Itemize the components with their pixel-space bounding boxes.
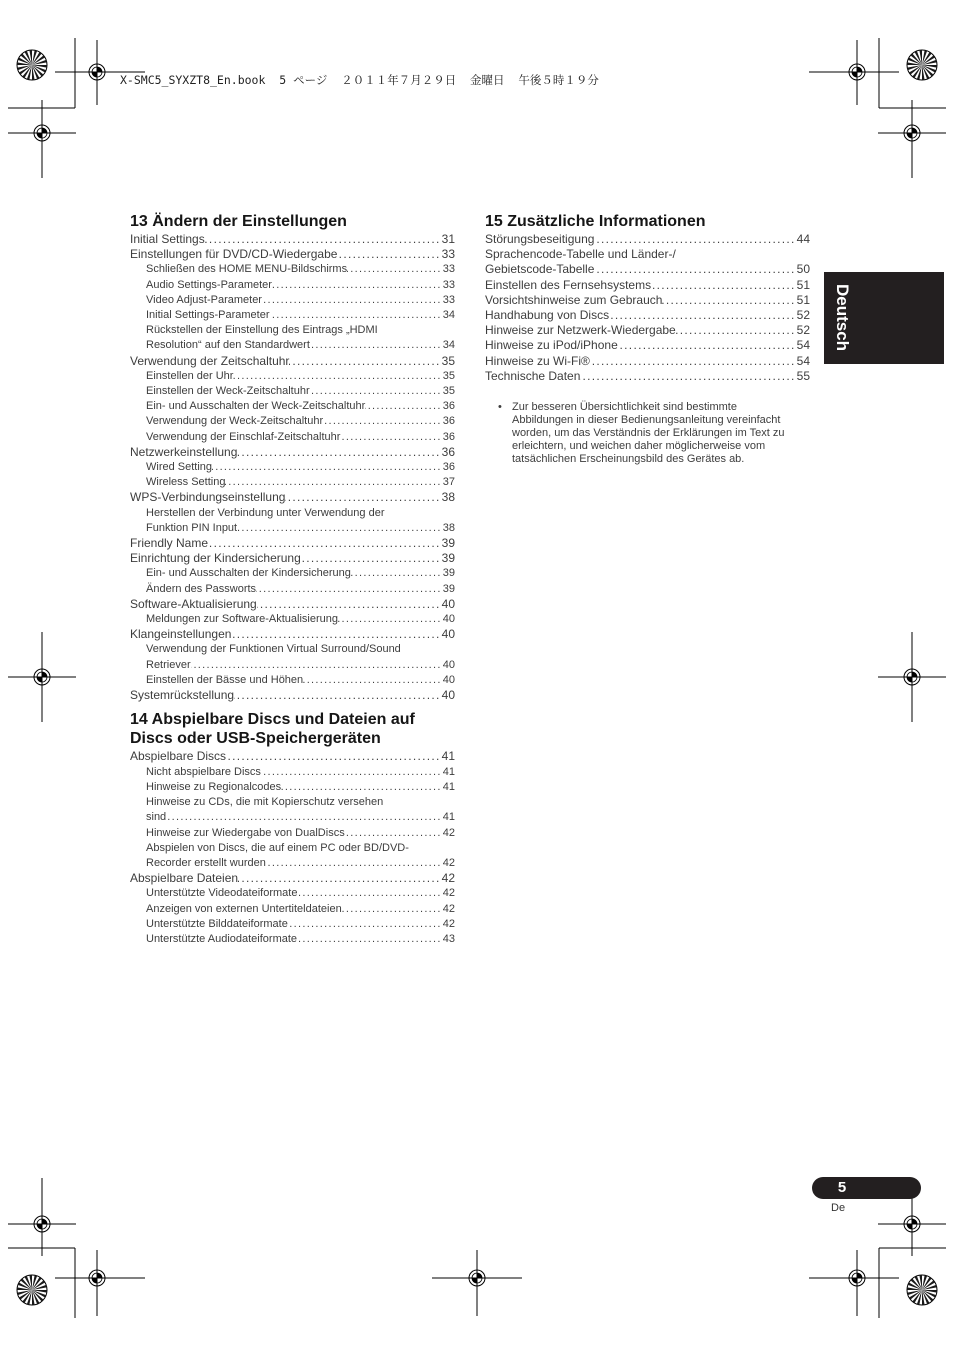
dot-leader: [262, 293, 443, 308]
toc-entry-title: Systemrückstellung: [130, 688, 235, 703]
toc-entry-page: 38: [442, 521, 455, 534]
dot-leader: [266, 856, 443, 871]
toc-entry-line: [146, 475, 455, 490]
toc-entry-title: Nicht abspielbare Discs: [146, 765, 261, 778]
toc-entry-line: [146, 780, 455, 795]
toc-entry-page: 39: [442, 567, 455, 580]
registration-sunburst-icon: [17, 50, 47, 80]
dot-leader: [237, 445, 441, 460]
toc-entry-page: 39: [441, 551, 455, 566]
dot-leader: [342, 902, 443, 917]
toc-entry-title: Netzwerkeinstellung: [130, 444, 238, 459]
dot-leader: [310, 384, 443, 399]
dot-leader: [166, 810, 443, 825]
toc-subentry: [130, 932, 455, 947]
dot-leader: [261, 765, 443, 780]
toc-column-right: [485, 212, 810, 466]
toc-entry-line: [146, 826, 455, 841]
toc-entry-page: 40: [442, 613, 455, 626]
toc-subentry: [130, 673, 455, 688]
toc-entry-page: 38: [441, 490, 455, 505]
registration-sunburst-icon: [907, 50, 937, 80]
toc-entry-title: Verwendung der Zeitschaltuhr: [130, 353, 290, 368]
toc-entry-title: WPS-Verbindungseinstellung: [130, 490, 286, 505]
dot-leader: [233, 369, 442, 384]
toc-entry-page: 41: [442, 765, 455, 778]
registration-sunburst-icon: [17, 1275, 47, 1305]
toc-entry-page: 40: [441, 688, 455, 703]
section-heading: [485, 212, 810, 232]
toc-entry-title-line: Herstellen der Verbindung unter Verwendung der: [146, 506, 385, 519]
toc-subentry: [130, 765, 455, 780]
toc-entry: [485, 278, 810, 293]
dot-leader: [270, 308, 443, 323]
toc-entry-line: [130, 749, 455, 764]
toc-entry-title: Video Adjust-Parameter: [146, 293, 262, 306]
section-heading-line: Discs oder USB-Speichergeräten: [130, 730, 381, 748]
toc-entry-page: 54: [796, 353, 810, 368]
toc-subentry: [130, 293, 455, 308]
toc-entry-line: [146, 932, 455, 947]
toc-entry-title-line: Hinweise zu CDs, die mit Kopierschutz versehen: [146, 796, 384, 809]
toc-entry-title: Vorsichtshinweise zum Gebrauch: [485, 292, 663, 307]
dot-leader: [345, 826, 443, 841]
toc-entry-line: [130, 688, 455, 703]
note-line: worden, um das Verständnis der Erklärungen im Text zu: [512, 426, 785, 439]
toc-entry-title: Friendly Name: [130, 536, 209, 551]
dot-leader: [285, 490, 441, 505]
toc-entry-page: 35: [441, 353, 455, 368]
toc-entry-title: Wired Setting: [146, 461, 213, 474]
toc-entry-page: 36: [441, 444, 455, 459]
toc-entry-line: [130, 871, 455, 886]
toc-subentry: [130, 430, 455, 445]
toc-entry: [130, 536, 455, 551]
toc-entry-title: Resolution“ auf den Standardwert: [146, 339, 310, 352]
toc-entry-page: 40: [441, 596, 455, 611]
toc-entry-title: Audio Settings-Parameter: [146, 278, 272, 291]
toc-entry-title: Abspielbare Dateien: [130, 871, 239, 886]
toc-entry-line: [130, 247, 455, 262]
toc-entry-page: 33: [442, 263, 455, 276]
toc-entry-line: [146, 566, 455, 581]
toc-entry-line: [146, 308, 455, 323]
toc-subentry: [130, 460, 455, 475]
toc-entry: [485, 308, 810, 323]
registration-sunburst-icon: [907, 1275, 937, 1305]
toc-entry-line: [146, 612, 455, 627]
toc-column-left: [130, 212, 455, 947]
registration-target-icon: [849, 1270, 865, 1286]
note-line: Zur besseren Übersichtlichkeit sind bestimmte: [512, 400, 737, 413]
toc-entry: [485, 338, 810, 353]
toc-entry-page: 33: [441, 247, 455, 262]
toc-entry: [485, 354, 810, 369]
toc-entry: [130, 871, 455, 886]
print-job-info: X-SMC5_SYXZT8_En.book 5 ページ ２０１１年７月２９日 金曜日 午後５時１９分: [120, 73, 599, 87]
toc-subentry: [130, 414, 455, 429]
dot-leader: [297, 886, 442, 901]
toc-entry-line: [146, 414, 455, 429]
dot-leader: [662, 293, 796, 308]
toc-entry-line: [146, 430, 455, 445]
toc-entry-page: 42: [442, 887, 455, 900]
dot-leader: [618, 338, 797, 353]
dot-leader: [337, 247, 441, 262]
toc-entry-line: [485, 323, 810, 338]
toc-entry-page: 35: [442, 385, 455, 398]
dot-leader: [351, 566, 443, 581]
registration-target-icon: [34, 125, 50, 141]
toc-subentry: [130, 399, 455, 414]
toc-entry-title: Einstellen der Uhr: [146, 369, 234, 382]
toc-entry-title: Schließen des HOME MENU-Bildschirms: [146, 263, 348, 276]
dot-leader: [297, 932, 443, 947]
toc-entry-line: [146, 658, 455, 673]
toc-entry-title: Funktion PIN Input: [146, 521, 238, 534]
note-bullet-item: [485, 401, 810, 466]
toc-entry-page: 41: [442, 780, 455, 793]
dot-leader: [208, 536, 442, 551]
dot-leader: [676, 323, 797, 338]
toc-entry: [130, 627, 455, 642]
dot-leader: [323, 414, 443, 429]
toc-entry-page: 41: [442, 811, 455, 824]
toc-entry-page: 35: [442, 369, 455, 382]
toc-subentry: [130, 323, 455, 353]
toc-entry-line: [130, 551, 455, 566]
registration-target-icon: [34, 1216, 50, 1232]
toc-entry-page: 33: [442, 293, 455, 306]
toc-subentry: [130, 841, 455, 871]
toc-entry-line: [146, 338, 455, 353]
toc-entry-title: sind: [146, 811, 167, 824]
toc-entry-title-line: Rückstellen der Einstellung des Eintrags „HDMI: [146, 324, 378, 337]
toc-entry-line: [146, 582, 455, 597]
toc-entry-page: 51: [796, 277, 810, 292]
toc-entry-title: Ein- und Ausschalten der Kindersicherung: [146, 567, 351, 580]
toc-entry-page: 41: [441, 749, 455, 764]
toc-entry-title: Einstellen der Bässe und Höhen: [146, 673, 304, 686]
toc-entry-page: 31: [441, 232, 455, 246]
toc-entry-title: Hinweise zur Wiedergabe von DualDiscs: [146, 826, 345, 839]
toc-section: [485, 212, 810, 384]
dot-leader: [289, 354, 441, 369]
toc-entry-page: 40: [442, 658, 455, 671]
note-line: tatsächlichen Erscheinungsbild des Gerätes ab.: [512, 452, 745, 465]
dot-leader: [580, 369, 796, 384]
dot-leader: [281, 780, 443, 795]
toc-column-right-sections: [485, 212, 810, 384]
toc-entry-title: Störungsbeseitigung: [485, 232, 595, 246]
toc-section: [130, 710, 455, 947]
registration-target-icon: [34, 669, 50, 685]
toc-entry-page: 34: [442, 339, 455, 352]
toc-entry-page: 34: [442, 309, 455, 322]
toc-entry-page: 52: [796, 323, 810, 338]
note-line: Abbildungen in dieser Bedienungsanleitung vereinfacht: [512, 413, 781, 426]
toc-entry: [130, 597, 455, 612]
toc-entry-line: [146, 460, 455, 475]
registration-target-icon: [904, 1216, 920, 1232]
toc-entry: [130, 445, 455, 460]
dot-leader: [651, 278, 797, 293]
toc-subentry: [130, 612, 455, 627]
toc-entry: [130, 354, 455, 369]
dot-leader: [340, 430, 442, 445]
toc-entry-title: Unterstützte Bilddateiformate: [146, 917, 288, 930]
toc-entry-title-line: Abspielen von Discs, die auf einem PC oder BD/DVD-: [146, 841, 409, 854]
dot-leader: [609, 308, 797, 323]
section-heading: [130, 212, 455, 232]
toc-subentry: [130, 902, 455, 917]
toc-entry-title: Verwendung der Einschlaf-Zeitschaltuhr: [146, 430, 341, 443]
toc-section: [130, 212, 455, 703]
toc-entry-line: [130, 490, 455, 505]
toc-entry: [130, 490, 455, 505]
dot-leader: [205, 232, 442, 247]
toc-entry-page: 42: [442, 856, 455, 869]
dot-leader: [310, 338, 443, 353]
toc-entry-line: [485, 293, 810, 308]
toc-subentry: [130, 642, 455, 672]
toc-entry-page: 40: [442, 673, 455, 686]
dot-leader: [365, 399, 442, 414]
toc-subentry: [130, 278, 455, 293]
dot-leader: [272, 278, 443, 293]
toc-entry-page: 43: [442, 932, 455, 945]
toc-entry-line: [485, 232, 810, 247]
language-tab-label: Deutsch: [833, 284, 852, 352]
toc-subentry: [130, 369, 455, 384]
toc-entry-line: [130, 354, 455, 369]
toc-entry-line: [146, 886, 455, 901]
toc-entry-title: Ein- und Ausschalten der Weck-Zeitschaltuhr: [146, 400, 366, 413]
toc-entry-page: 44: [796, 232, 810, 246]
toc-entry-line: [146, 521, 455, 536]
toc-entry-line: [485, 308, 810, 323]
toc-entry-page: 36: [442, 415, 455, 428]
toc-subentry: [130, 582, 455, 597]
toc-entry-line: [485, 354, 810, 369]
toc-entry-title: Einstellungen für DVD/CD-Wiedergabe: [130, 247, 338, 262]
toc-entry: [130, 247, 455, 262]
dot-leader: [234, 688, 442, 703]
toc-entry-line: [146, 399, 455, 414]
toc-entry: [485, 247, 810, 277]
registration-target-icon: [904, 669, 920, 685]
dot-leader: [212, 460, 443, 475]
dot-leader: [594, 262, 796, 277]
dot-leader: [257, 597, 442, 612]
toc-entry-page: 42: [441, 871, 455, 886]
toc-subentry: [130, 262, 455, 277]
toc-entry-page: 36: [442, 430, 455, 443]
registration-target-icon: [469, 1270, 485, 1286]
toc-entry-title: Software-Aktualisierung: [130, 596, 257, 611]
toc-entry-line: [485, 338, 810, 353]
toc-entry-line: [146, 384, 455, 399]
toc-entry-title: Hinweise zu Wi-Fi®: [485, 353, 590, 368]
toc-subentry: [130, 566, 455, 581]
dot-leader: [191, 658, 443, 673]
note-line: erleichtern, und weichen daher möglicherweise vom: [512, 439, 766, 452]
toc-entry-title: Abspielbare Discs: [130, 749, 227, 764]
toc-entry-title: Retriever: [146, 658, 191, 671]
toc-entry-page: 37: [442, 476, 455, 489]
toc-entry-page: 36: [442, 400, 455, 413]
dot-leader: [347, 262, 443, 277]
toc-entry-line: [146, 278, 455, 293]
toc-entry-line: [146, 902, 455, 917]
toc-entry-page: 54: [796, 338, 810, 353]
toc-entry-title: Unterstützte Videodateiformate: [146, 887, 298, 900]
dot-leader: [225, 475, 442, 490]
toc-entry-title: Recorder erstellt wurden: [146, 856, 266, 869]
toc-entry-page: 33: [442, 278, 455, 291]
toc-entry-title: Hinweise zu Regionalcodes: [146, 780, 282, 793]
toc-entry-line: [146, 765, 455, 780]
bullet-icon: •: [498, 400, 502, 413]
toc-entry-title: Initial Settings: [130, 232, 205, 246]
toc-entry-page: 55: [796, 368, 810, 383]
toc-entry-line: [130, 232, 455, 247]
toc-entry-line: [146, 810, 455, 825]
dot-leader: [256, 582, 443, 597]
toc-entry-title: Einstellen der Weck-Zeitschaltuhr: [146, 385, 310, 398]
toc-entry-line: [130, 445, 455, 460]
dot-leader: [238, 871, 442, 886]
toc-entry-title: Unterstützte Audiodateiformate: [146, 932, 298, 945]
page-number-badge: [812, 1177, 921, 1199]
toc-entry: [130, 688, 455, 703]
toc-entry: [485, 293, 810, 308]
section-heading: [130, 710, 455, 748]
registration-target-icon: [89, 64, 105, 80]
toc-entry-title: Initial Settings-Parameter: [146, 309, 270, 322]
page-number: 5: [837, 1179, 847, 1196]
dot-leader: [338, 612, 443, 627]
toc-subentry: [130, 886, 455, 901]
toc-entry-line: [146, 673, 455, 688]
toc-entry-line: [485, 278, 810, 293]
toc-subentry: [130, 826, 455, 841]
toc-entry-title: Ändern des Passworts: [146, 582, 257, 595]
registration-target-icon: [849, 64, 865, 80]
toc-entry-page: 42: [442, 902, 455, 915]
toc-entry-line: [130, 536, 455, 551]
toc-entry-page: 50: [796, 262, 810, 277]
toc-entry-line: [146, 856, 455, 871]
toc-entry-line: [146, 293, 455, 308]
dot-leader: [590, 354, 797, 369]
toc-entry-page: 51: [796, 292, 810, 307]
registration-target-icon: [89, 1270, 105, 1286]
toc-entry-title: Anzeigen von externen Untertiteldateien: [146, 902, 342, 915]
registration-target-icon: [904, 125, 920, 141]
toc-entry-title: Meldungen zur Software-Aktualisierung: [146, 613, 338, 626]
toc-entry-line: [146, 917, 455, 932]
toc-entry-line: [485, 262, 810, 277]
toc-entry: [130, 749, 455, 764]
toc-entry-page: 36: [442, 461, 455, 474]
toc-subentry: [130, 780, 455, 795]
toc-entry-page: 42: [442, 826, 455, 839]
toc-entry-title: Handhabung von Discs: [485, 308, 610, 323]
dot-leader: [288, 917, 443, 932]
toc-entry-line: [485, 369, 810, 384]
toc-subentry: [130, 475, 455, 490]
toc-entry-line: [146, 262, 455, 277]
toc-entry-title: Technische Daten: [485, 368, 581, 383]
section-heading-line: 13 Ändern der Einstellungen: [130, 213, 347, 230]
toc-entry-page: 40: [441, 627, 455, 642]
toc-entry-line: [130, 597, 455, 612]
section-heading-line: 14 Abspielbare Discs und Dateien auf: [130, 711, 415, 729]
toc-subentry: [130, 917, 455, 932]
toc-entry-page: 39: [442, 582, 455, 595]
dot-leader: [594, 232, 796, 247]
toc-entry-page: 52: [796, 308, 810, 323]
toc-entry-line: [146, 369, 455, 384]
toc-entry-title: Gebietscode-Tabelle: [485, 262, 595, 277]
toc-entry: [485, 369, 810, 384]
language-code: De: [831, 1202, 846, 1214]
toc-entry-title: Hinweise zur Netzwerk-Wiedergabe: [485, 323, 676, 338]
toc-entry-title: Verwendung der Weck-Zeitschaltuhr: [146, 415, 324, 428]
toc-entry-line: [130, 627, 455, 642]
toc-entry-title: Wireless Setting: [146, 476, 226, 489]
toc-entry-title-line: Sprachencode-Tabelle und Länder-/: [485, 247, 676, 262]
toc-entry: [130, 551, 455, 566]
section-heading-line: 15 Zusätzliche Informationen: [485, 213, 706, 230]
toc-subentry: [130, 308, 455, 323]
toc-entry-title: Einstellen des Fernsehsystems: [485, 277, 652, 292]
toc-entry-title: Hinweise zu iPod/iPhone: [485, 338, 618, 353]
toc-entry-title: Klangeinstellungen: [130, 627, 232, 642]
toc-subentry: [130, 384, 455, 399]
toc-subentry: [130, 506, 455, 536]
toc-subentry: [130, 795, 455, 825]
toc-entry: [130, 232, 455, 247]
dot-leader: [301, 551, 442, 566]
toc-entry-title: Einrichtung der Kindersicherung: [130, 551, 301, 566]
dot-leader: [303, 673, 443, 688]
dot-leader: [226, 749, 442, 764]
toc-entry-page: 42: [442, 917, 455, 930]
dot-leader: [231, 627, 441, 642]
toc-entry: [485, 323, 810, 338]
dot-leader: [237, 521, 443, 536]
toc-entry: [485, 232, 810, 247]
language-tab: [824, 272, 944, 364]
toc-entry-title-line: Verwendung der Funktionen Virtual Surround/Sound: [146, 643, 401, 656]
toc-entry-page: 39: [441, 536, 455, 551]
